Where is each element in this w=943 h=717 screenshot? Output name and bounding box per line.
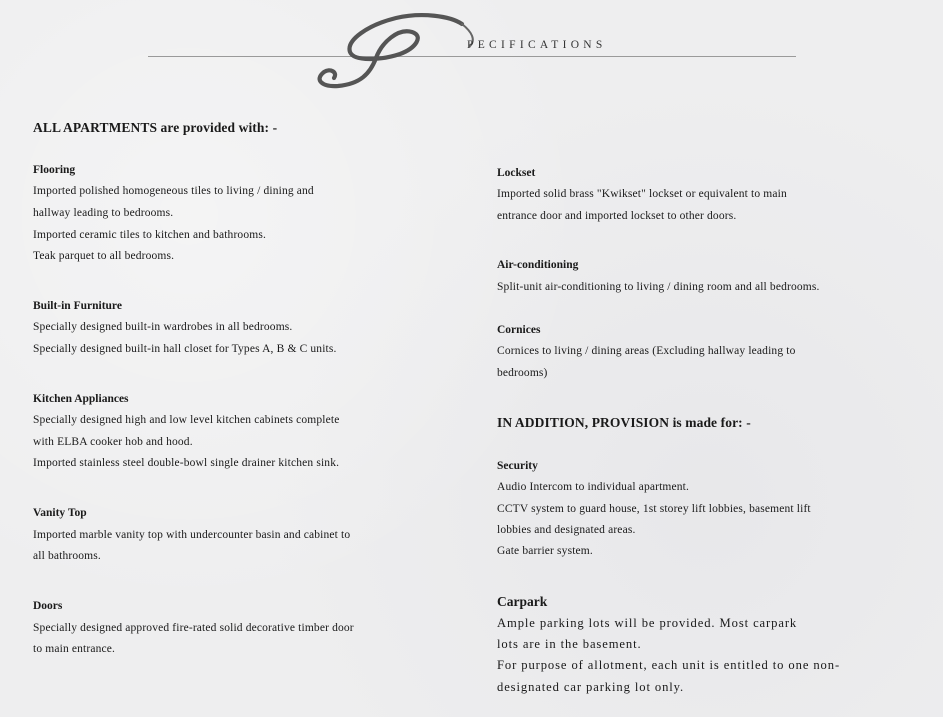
section-line: Audio Intercom to individual apartment. (497, 481, 690, 493)
section-title: Lockset (497, 167, 536, 179)
main-heading: IN ADDITION, PROVISION is made for: - (497, 415, 751, 430)
section-title: Kitchen Appliances (33, 393, 129, 405)
section-line: with ELBA cooker hob and hood. (33, 436, 193, 448)
section-line: Specially designed high and low level kitchen cabinets complete (33, 414, 340, 426)
section-line: Specially designed built-in hall closet for Types A, B & C units. (33, 343, 337, 355)
section-title: Air-conditioning (497, 259, 579, 271)
section-line: Teak parquet to all bedrooms. (33, 250, 175, 262)
page-header (0, 0, 943, 100)
section-line: Cornices to living / dining areas (Excluding hallway leading to (497, 345, 796, 357)
section-title: Flooring (33, 164, 76, 176)
section-title: Doors (33, 600, 63, 612)
section-title: Carpark (497, 594, 548, 609)
section-line: Imported stainless steel double-bowl single drainer kitchen sink. (33, 457, 340, 469)
section-title: Security (497, 460, 538, 472)
section-line: all bathrooms. (33, 550, 101, 562)
section-line: Gate barrier system. (497, 545, 593, 557)
main-heading: ALL APARTMENTS are provided with: - (33, 120, 278, 135)
section-line: Imported ceramic tiles to kitchen and bathrooms. (33, 229, 266, 241)
section-line: Split-unit air-conditioning to living / dining room and all bedrooms. (497, 281, 820, 293)
script-s-initial-icon (312, 10, 492, 92)
section-line: entrance door and imported lockset to other doors. (497, 210, 737, 222)
section-line: hallway leading to bedrooms. (33, 207, 174, 219)
section-line: Specially designed built-in wardrobes in all bedrooms. (33, 321, 293, 333)
section-title: Cornices (497, 324, 541, 336)
section-line: lobbies and designated areas. (497, 524, 636, 536)
section-line: designated car parking lot only. (497, 680, 685, 694)
section-line: Imported polished homogeneous tiles to living / dining and (33, 185, 314, 197)
section-line: to main entrance. (33, 643, 116, 655)
section-title: Vanity Top (33, 507, 87, 519)
section-line: Specially designed approved fire-rated solid decorative timber door (33, 622, 354, 634)
section-line: For purpose of allotment, each unit is entitled to one non- (497, 658, 841, 672)
page-title: PECIFICATIONS (467, 39, 607, 51)
section-line: lots are in the basement. (497, 637, 642, 651)
section-line: bedrooms) (497, 367, 548, 379)
section-line: Ample parking lots will be provided. Most carpark (497, 616, 798, 630)
section-line: Imported marble vanity top with undercounter basin and cabinet to (33, 529, 351, 541)
section-line: Imported solid brass "Kwikset" lockset or equivalent to main (497, 188, 787, 200)
section-title: Built-in Furniture (33, 300, 122, 312)
section-line: CCTV system to guard house, 1st storey lift lobbies, basement lift (497, 503, 811, 515)
